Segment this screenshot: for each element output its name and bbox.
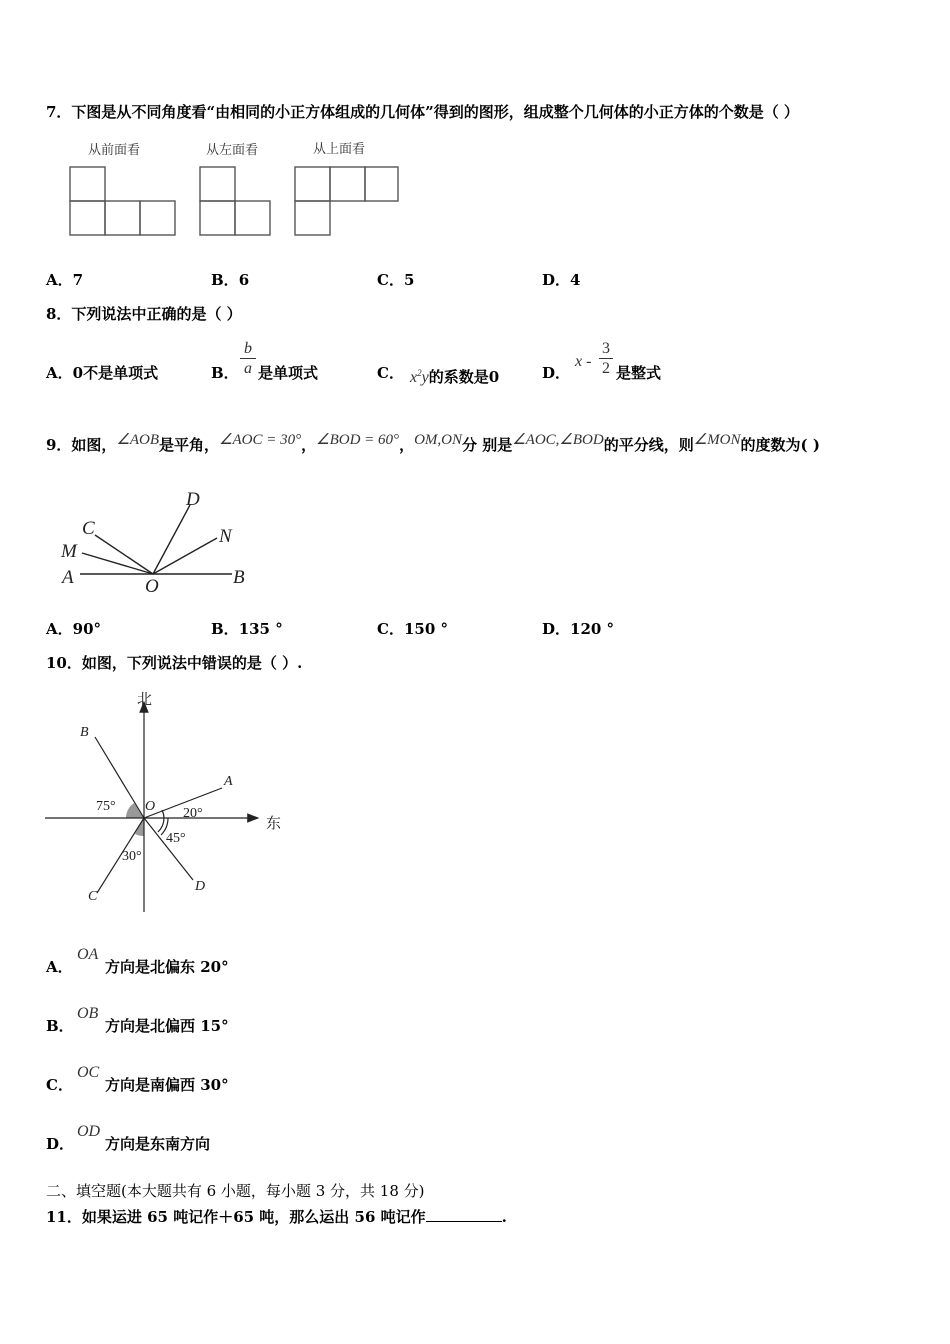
top-cell (295, 201, 330, 235)
q8-b-fraction: $\frac{b}{a}$ (240, 340, 256, 379)
label-east: 东 (266, 816, 282, 832)
label-n: N (219, 526, 232, 547)
arc-45 (158, 818, 164, 832)
q10-d-math: OD (77, 1123, 101, 1140)
q8-option-d-letter[interactable]: D． (542, 364, 571, 382)
q10-compass-figure (0, 680, 300, 920)
line-oc (95, 535, 153, 574)
q8-option-b-letter[interactable]: B． (211, 364, 239, 382)
q7-stem: 7．下图是从不同角度看“由相同的小正方体组成的几何体”得到的图形，组成整个几何体的小正方体的个数是（ ） (46, 103, 799, 121)
q10-a-math: OA (77, 946, 99, 963)
q8-d-math: x - (575, 353, 592, 370)
q10-option-b-letter[interactable]: B． (46, 1017, 74, 1035)
label-c: C (82, 518, 95, 539)
q10-option-d-letter[interactable]: D． (46, 1135, 75, 1153)
q9-option-d[interactable]: D．120 ° (542, 620, 615, 638)
label-20: 20° (183, 806, 203, 821)
label-o: O (145, 576, 159, 597)
line-om (82, 553, 153, 574)
label-45: 45° (166, 831, 186, 846)
section2-title: 二、填空题(本大题共有 6 小题，每小题 3 分，共 18 分) (46, 1182, 425, 1200)
view-top-label: 从上面看 (313, 142, 366, 157)
label-b: B (80, 725, 89, 740)
q8-stem: 8．下列说法中正确的是（ ） (46, 305, 242, 323)
q9-stem: 9．如图，∠AOB是平角，∠AOC = 30°，∠BOD = 60°，OM,ON分 别是∠AOC,∠BOD的平分线，则∠MON的度数为( ) (46, 432, 820, 454)
top-cell (330, 167, 365, 201)
q7-option-b[interactable]: B．6 (211, 271, 250, 289)
q10-option-a-text: 方向是北偏东 20° (105, 958, 229, 976)
q11-answer-blank[interactable] (426, 1207, 502, 1222)
front-cell (70, 201, 105, 235)
q11-stem: 11．如果运进 65 吨记作＋65 吨，那么运出 56 吨记作 . (46, 1208, 507, 1226)
left-cell (235, 201, 270, 235)
q8-option-c-letter[interactable]: C． (377, 364, 404, 382)
q10-c-math: OC (77, 1064, 100, 1081)
left-cell (200, 167, 235, 201)
q10-b-math: OB (77, 1005, 99, 1022)
q10-option-d-text: 方向是东南方向 (105, 1135, 211, 1153)
top-cell (295, 167, 330, 201)
q9-option-a[interactable]: A．90° (46, 620, 102, 638)
label-d: D (186, 489, 200, 510)
arc-20 (162, 810, 164, 818)
q7-option-c[interactable]: C．5 (377, 271, 415, 289)
label-b: B (233, 567, 245, 588)
front-cell (105, 201, 140, 235)
q10-stem: 10．如图，下列说法中错误的是（ ）. (46, 654, 303, 672)
front-cell (70, 167, 105, 201)
q9-option-b[interactable]: B．135 ° (211, 620, 283, 638)
q8-option-c-expr: $x^2y$的系数是0 (410, 368, 500, 386)
q10-option-c-text: 方向是南偏西 30° (105, 1076, 229, 1094)
top-cell (365, 167, 398, 201)
label-75: 75° (96, 799, 116, 814)
front-cell (140, 201, 175, 235)
label-c: C (88, 889, 98, 904)
ray-od (144, 818, 193, 880)
q10-option-c-letter[interactable]: C． (46, 1076, 73, 1094)
q10-option-b-text: 方向是北偏西 15° (105, 1017, 229, 1035)
label-m: M (61, 541, 77, 562)
q7-option-a[interactable]: A．7 (46, 271, 84, 289)
left-cell (200, 201, 235, 235)
label-a: A (224, 774, 233, 789)
q7-option-d[interactable]: D．4 (542, 271, 581, 289)
q9-angle-figure (0, 480, 300, 600)
q8-option-a[interactable]: A．0不是单项式 (46, 364, 159, 382)
q9-option-c[interactable]: C．150 ° (377, 620, 448, 638)
q8-option-b-text: 是单项式 (258, 364, 319, 382)
label-north: 北 (137, 692, 153, 708)
label-a: A (62, 567, 74, 588)
view-left-label: 从左面看 (206, 143, 259, 158)
label-30: 30° (122, 849, 142, 864)
q10-option-a-letter[interactable]: A． (46, 958, 73, 976)
view-front-label: 从前面看 (88, 143, 141, 158)
q7-views-figure (0, 0, 950, 260)
q8-option-d-text: 是整式 (616, 364, 662, 382)
sector-75 (126, 803, 144, 818)
label-d: D (195, 879, 206, 894)
q8-d-fraction: $\frac{3}{2}$ (599, 340, 613, 379)
label-o: O (145, 799, 156, 814)
